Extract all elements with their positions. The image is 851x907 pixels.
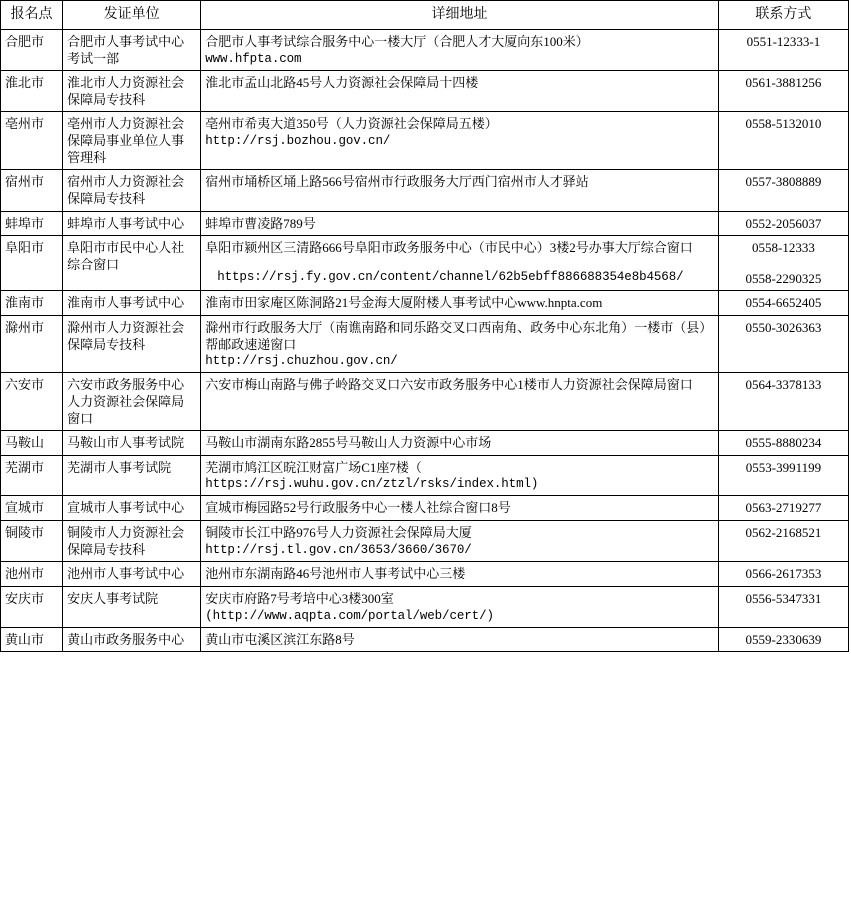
phone-number: 0564-3378133: [745, 377, 822, 393]
cell-address: [201, 431, 719, 456]
table-body: [1, 29, 849, 651]
cell-address: [201, 29, 719, 70]
cell-site: 蚌埠市: [1, 211, 63, 236]
cell-organization: 亳州市人力资源社会保障局事业单位人事管理科: [63, 112, 201, 170]
cell-contact: [718, 29, 848, 70]
address-url[interactable]: http://rsj.chuzhou.gov.cn/: [205, 354, 398, 369]
address-text: 宿州市埇桥区埇上路566号宿州市行政服务大厅西门宿州市人才驿站: [205, 174, 589, 190]
cell-organization: 淮南市人事考试中心: [63, 291, 201, 316]
cell-site: 芜湖市: [1, 455, 63, 496]
table-row: [1, 316, 849, 373]
cell-address: [201, 211, 719, 236]
address-url[interactable]: www.hfpta.com: [205, 51, 302, 66]
table-row: [1, 71, 849, 112]
cell-contact: [718, 211, 848, 236]
phone-number: 0553-3991199: [745, 459, 822, 475]
table-row: [1, 112, 849, 170]
phone-number: 0552-2056037: [745, 215, 822, 231]
address-text: 黄山市屯溪区滨江东路8号: [205, 631, 355, 647]
phone-number: 0556-5347331: [745, 590, 822, 606]
address-text: 芜湖市鸠江区晥江财富广场C1座7楼（: [205, 459, 422, 475]
cell-site: 淮南市: [1, 291, 63, 316]
header-contact: 联系方式: [718, 1, 848, 30]
address-text: 池州市东湖南路46号池州市人事考试中心三楼: [205, 566, 466, 582]
cell-site: 安庆市: [1, 586, 63, 627]
cell-organization: 黄山市政务服务中心: [63, 627, 201, 652]
cell-address: [201, 455, 719, 496]
phone-number: 0551-12333-1: [746, 33, 821, 49]
address-text: 滁州市行政服务大厅（南谯南路和同乐路交叉口西南角、政务中心东北角）一楼市（县）帮邮政速递窗口: [205, 320, 713, 352]
phone-number: 0550-3026363: [745, 320, 822, 336]
cell-address: [201, 562, 719, 587]
header-address: 详细地址: [201, 1, 719, 30]
cell-contact: [718, 373, 848, 431]
cell-contact: [718, 431, 848, 456]
cell-organization: 滁州市人力资源社会保障局专技科: [63, 316, 201, 373]
address-text: 淮北市孟山北路45号人力资源社会保障局十四楼: [205, 75, 479, 91]
phone-number: 0562-2168521: [745, 525, 822, 541]
cell-site: 亳州市: [1, 112, 63, 170]
cell-contact: [718, 496, 848, 521]
cell-organization: 六安市政务服务中心人力资源社会保障局窗口: [63, 373, 201, 431]
cell-site: 马鞍山: [1, 431, 63, 456]
cell-organization: 阜阳市市民中心人社综合窗口: [63, 236, 201, 291]
cell-contact: [718, 291, 848, 316]
cell-organization: 马鞍山市人事考试院: [63, 431, 201, 456]
address-text: 阜阳市颍州区三清路666号阜阳市政务服务中心（市民中心）3楼2号办事大厅综合窗口: [205, 240, 693, 256]
address-text: 安庆市府路7号考培中心3楼300室: [205, 590, 394, 606]
cell-contact: [718, 170, 848, 211]
cell-organization: 淮北市人力资源社会保障局专技科: [63, 71, 201, 112]
address-url[interactable]: https://rsj.wuhu.gov.cn/ztzl/rsks/index.html): [205, 477, 539, 492]
cell-contact: [718, 112, 848, 170]
cell-organization: 蚌埠市人事考试中心: [63, 211, 201, 236]
cell-address: [201, 71, 719, 112]
phone-number: 0555-8880234: [745, 435, 822, 451]
table-row: [1, 373, 849, 431]
address-text: 六安市梅山南路与佛子岭路交叉口六安市政务服务中心1楼市人力资源社会保障局窗口: [205, 377, 693, 393]
phone-number: 0557-3808889: [745, 174, 822, 190]
phone-number: 0561-3881256: [745, 75, 822, 91]
cell-address: [201, 586, 719, 627]
cell-organization: 宿州市人力资源社会保障局专技科: [63, 170, 201, 211]
address-text: 蚌埠市曹凌路789号: [205, 215, 316, 231]
cell-site: 宣城市: [1, 496, 63, 521]
phone-number: 0558-2290325: [745, 270, 822, 286]
address-text: 亳州市希夷大道350号（人力资源社会保障局五楼）: [205, 116, 498, 132]
header-org: 发证单位: [63, 1, 201, 30]
address-text: 合肥市人事考试综合服务中心一楼大厅（合肥人才大厦向东100米）: [205, 33, 589, 49]
table-header-row: [1, 1, 849, 30]
cell-site: 池州市: [1, 562, 63, 587]
cell-site: 宿州市: [1, 170, 63, 211]
table-row: [1, 211, 849, 236]
address-url[interactable]: http://rsj.tl.gov.cn/3653/3660/3670/: [205, 542, 472, 557]
cell-address: [201, 170, 719, 211]
cell-contact: [718, 562, 848, 587]
cell-address: [201, 291, 719, 316]
phone-number: 0554-6652405: [745, 295, 822, 311]
cell-address: [201, 112, 719, 170]
cell-address: [201, 521, 719, 562]
cell-contact: [718, 627, 848, 652]
cell-organization: 安庆人事考试院: [63, 586, 201, 627]
address-text: 铜陵市长江中路976号人力资源社会保障局大厦: [205, 525, 472, 541]
table-row: [1, 291, 849, 316]
cell-organization: 合肥市人事考试中心考试一部: [63, 29, 201, 70]
cell-contact: [718, 316, 848, 373]
cell-site: 六安市: [1, 373, 63, 431]
table-row: [1, 29, 849, 70]
cell-organization: 铜陵市人力资源社会保障局专技科: [63, 521, 201, 562]
header-site: 报名点: [1, 1, 63, 30]
table-row: [1, 236, 849, 291]
table-row: [1, 496, 849, 521]
cell-site: 合肥市: [1, 29, 63, 70]
phone-number: 0558-5132010: [745, 116, 822, 132]
address-text: 宣城市梅园路52号行政服务中心一楼人社综合窗口8号: [205, 500, 511, 516]
cell-address: [201, 496, 719, 521]
cell-address: [201, 627, 719, 652]
phone-number: 0559-2330639: [745, 631, 822, 647]
cell-organization: 池州市人事考试中心: [63, 562, 201, 587]
cell-site: 滁州市: [1, 316, 63, 373]
cell-organization: 芜湖市人事考试院: [63, 455, 201, 496]
cell-organization: 宣城市人事考试中心: [63, 496, 201, 521]
address-url[interactable]: http://rsj.bozhou.gov.cn/: [205, 134, 391, 149]
cell-contact: [718, 455, 848, 496]
table-row: [1, 455, 849, 496]
table-row: [1, 521, 849, 562]
address-text: 马鞍山市湖南东路2855号马鞍山人力资源中心市场: [205, 435, 492, 451]
cell-contact: [718, 71, 848, 112]
cell-site: 铜陵市: [1, 521, 63, 562]
cell-site: 阜阳市: [1, 236, 63, 291]
cell-address: [201, 373, 719, 431]
table-row: [1, 586, 849, 627]
cell-contact: [718, 586, 848, 627]
cell-contact: [718, 521, 848, 562]
cell-site: 淮北市: [1, 71, 63, 112]
phone-number: 0563-2719277: [745, 500, 822, 516]
table-row: [1, 431, 849, 456]
phone-number: 0558-12333: [751, 240, 815, 256]
cell-contact: [718, 236, 848, 291]
table-row: [1, 627, 849, 652]
address-url-secondary[interactable]: https://rsj.fy.gov.cn/content/channel/62b5ebff886688354e8b4568/: [217, 269, 684, 284]
phone-number: 0566-2617353: [745, 566, 822, 582]
address-url[interactable]: (http://www.aqpta.com/portal/web/cert/): [205, 608, 494, 623]
cell-site: 黄山市: [1, 627, 63, 652]
cell-address: [201, 316, 719, 373]
cell-address: [201, 236, 719, 291]
table-row: [1, 170, 849, 211]
table-row: [1, 562, 849, 587]
address-text: 淮南市田家庵区陈洞路21号金海大厦附楼人事考试中心www.hnpta.com: [205, 295, 603, 311]
